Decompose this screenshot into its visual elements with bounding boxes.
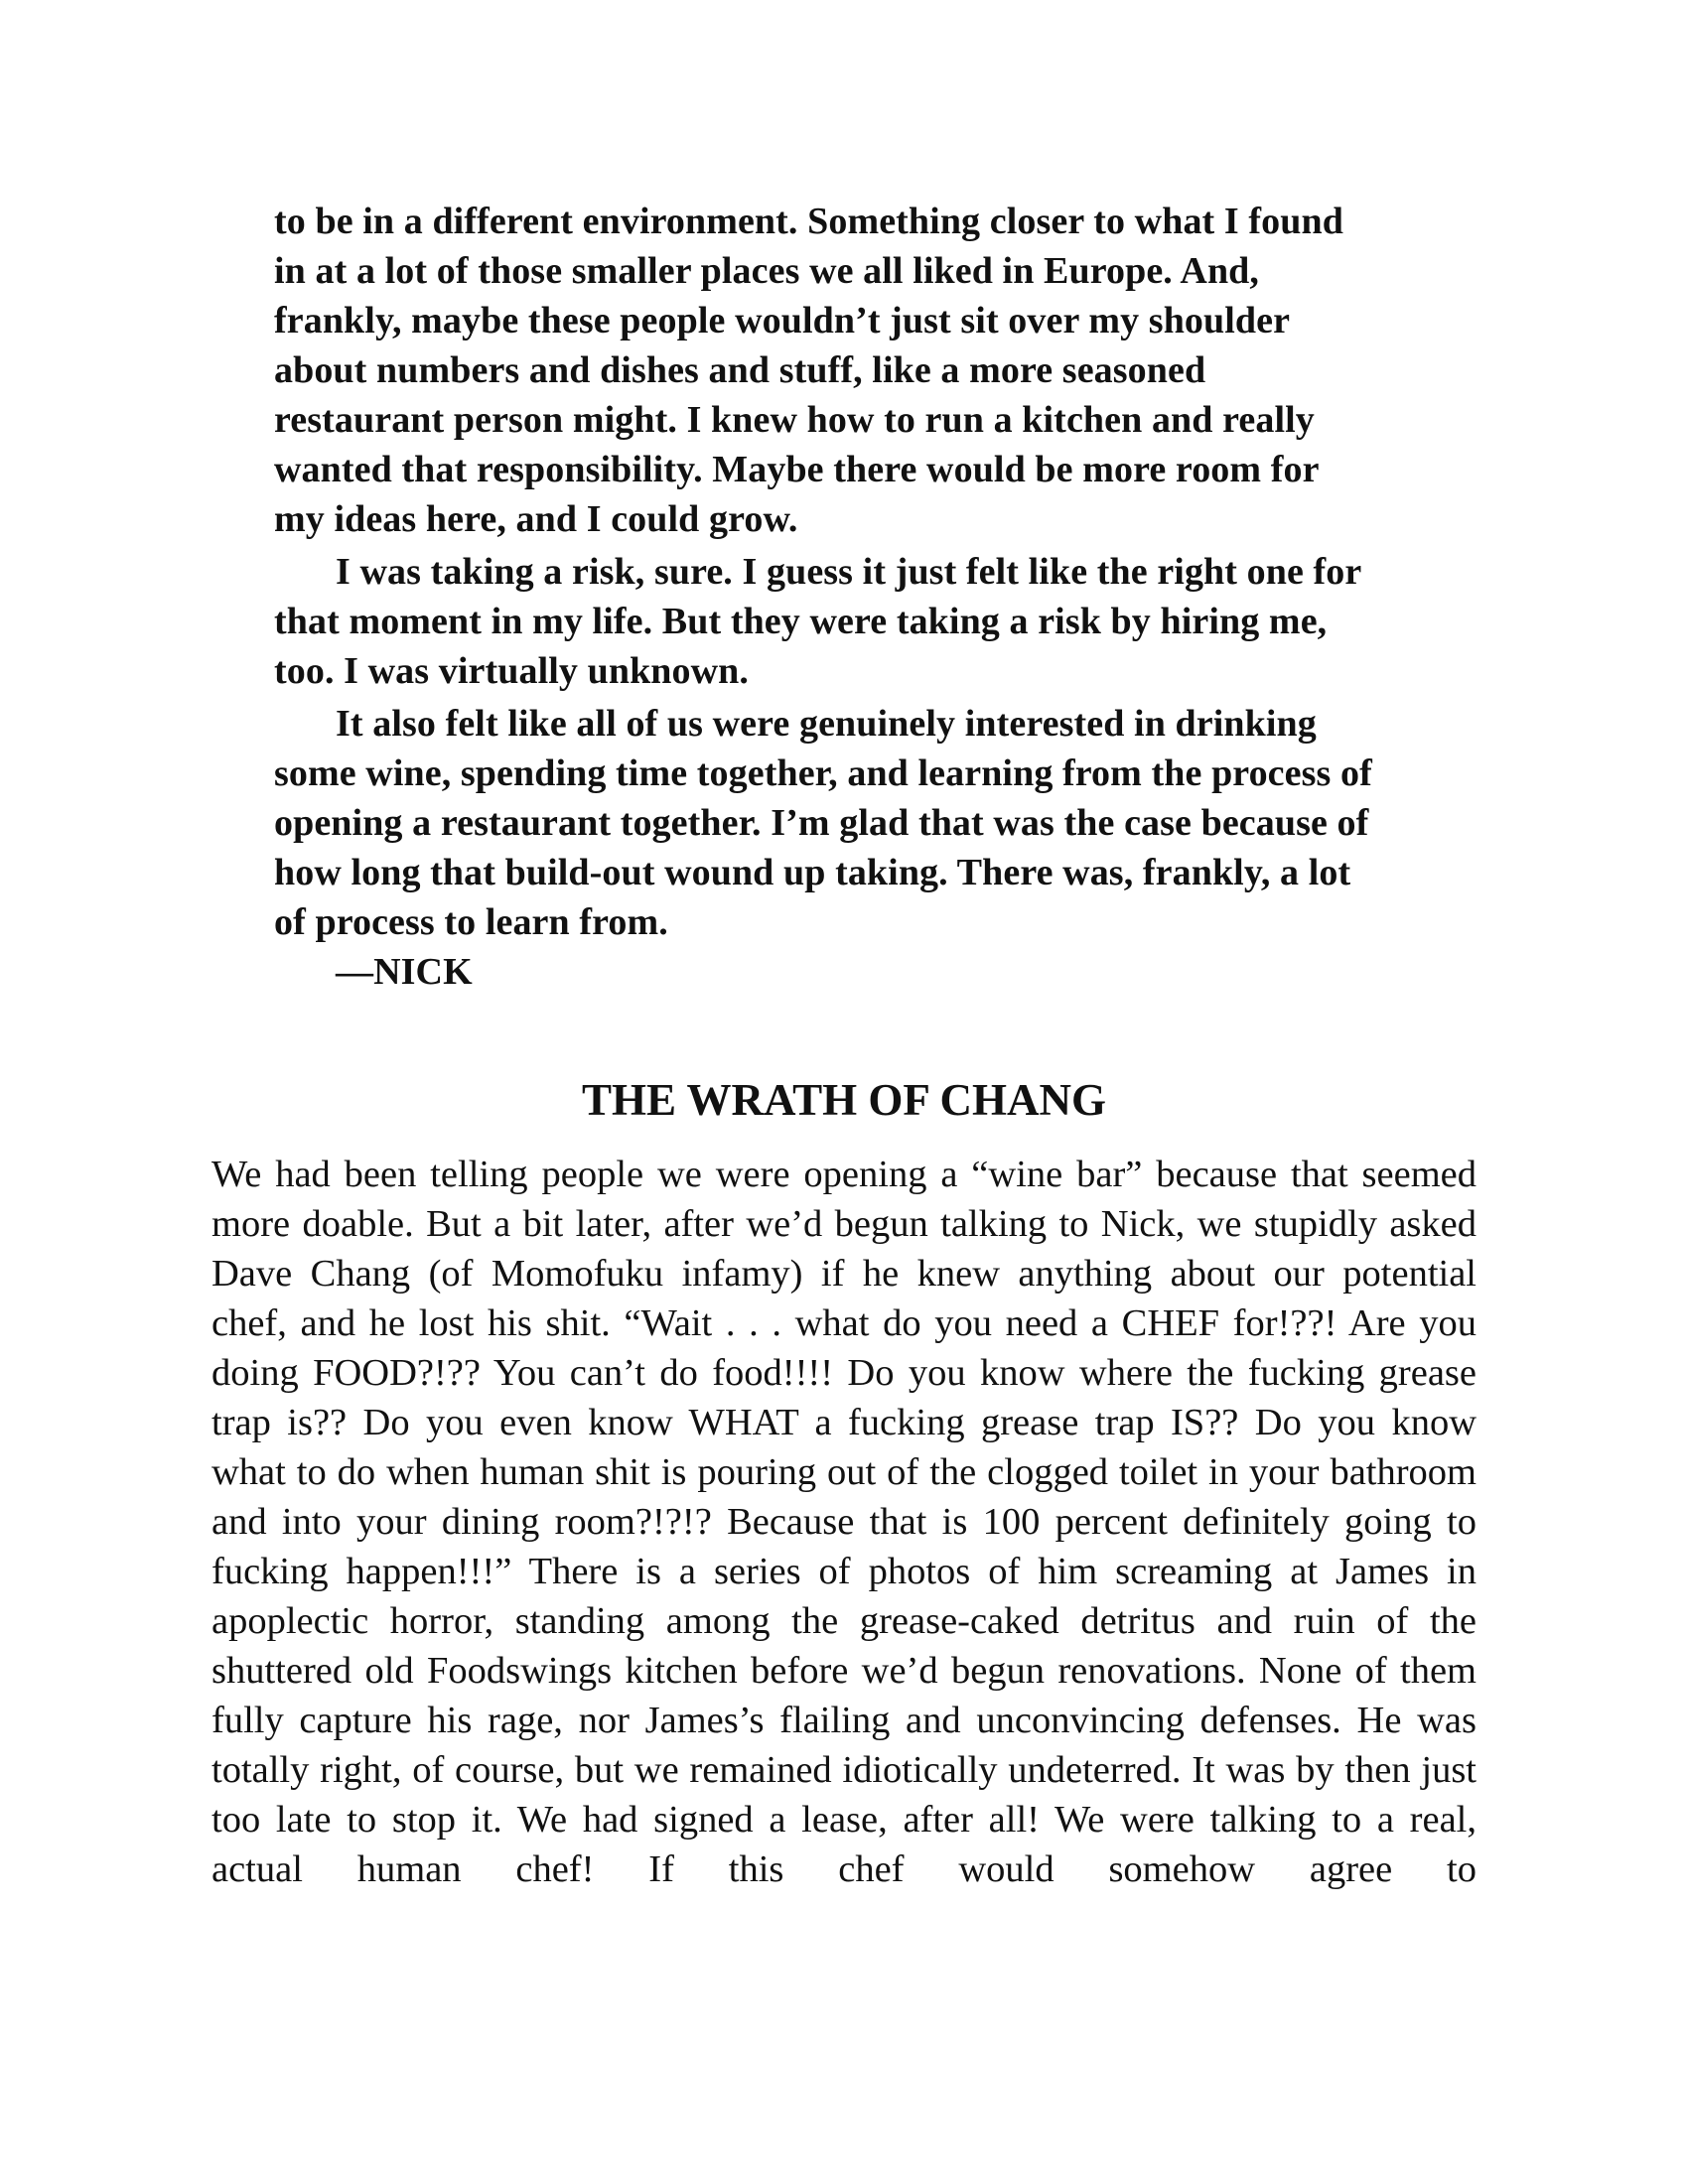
- quote-paragraph-3: [274, 699, 1374, 997]
- quote-signature: —NICK: [336, 951, 473, 993]
- body-paragraph: We had been telling people we were opening a “wine bar” because that seemed more doable. But a bit later, after we’d begun talking to Nick, we stupidly asked Dave Chang (of Momofuku infamy) if he knew anything about our potential chef, and he lost his shit. “Wait . . . what do you need a CHEF for!??! Are you doing FOOD?!?? You can’t do food!!!! Do you know where the fucking grease trap is?? Do you even know WHAT a fucking grease trap IS?? Do you know what to do when human shit is pouring out of the clogged toilet in your bathroom and into your dining room?!?!? Because that is 100 percent definitely going to fucking happen!!!” There is a series of photos of him screaming at James in apoplectic horror, standing among the grease-caked detritus and ruin of the shuttered old Foodswings kitchen before we’d begun renovations. None of them fully capture his rage, nor James’s flailing and unconvincing defenses. He was totally right, of course, but we remained idiotically undeterred. It was by then just too late to stop it. We had signed a lease, after all! We were talking to a real, actual human chef! If this chef would somehow agree to: [211, 1154, 1477, 1890]
- section-title: THE WRATH OF CHANG: [582, 1075, 1106, 1125]
- quote-paragraph-1: to be in a different environment. Something closer to what I found in at a lot of those smaller places we all liked in Europe. And, frankly, maybe these people wouldn’t just sit over my shoulder about numbers and dishes and stuff, like a more seasoned restaurant person might. I knew how to run a kitchen and really wanted that responsibility. Maybe there would be more room for my ideas here, and I could grow.: [274, 201, 1343, 540]
- sidebar-quote: [274, 197, 1374, 1000]
- quote-paragraph-2: I was taking a risk, sure. I guess it just felt like the right one for that moment in my life. But they were taking a risk by hiring me, too. I was virtually unknown.: [274, 551, 1361, 692]
- quote-paragraph-3-text: It also felt like all of us were genuinely interested in drinking some wine, spending time together, and learning from the process of opening a restaurant together. I’m glad that was the case because of how long that build-out wound up taking. There was, frankly, a lot of process to learn from.: [274, 703, 1372, 943]
